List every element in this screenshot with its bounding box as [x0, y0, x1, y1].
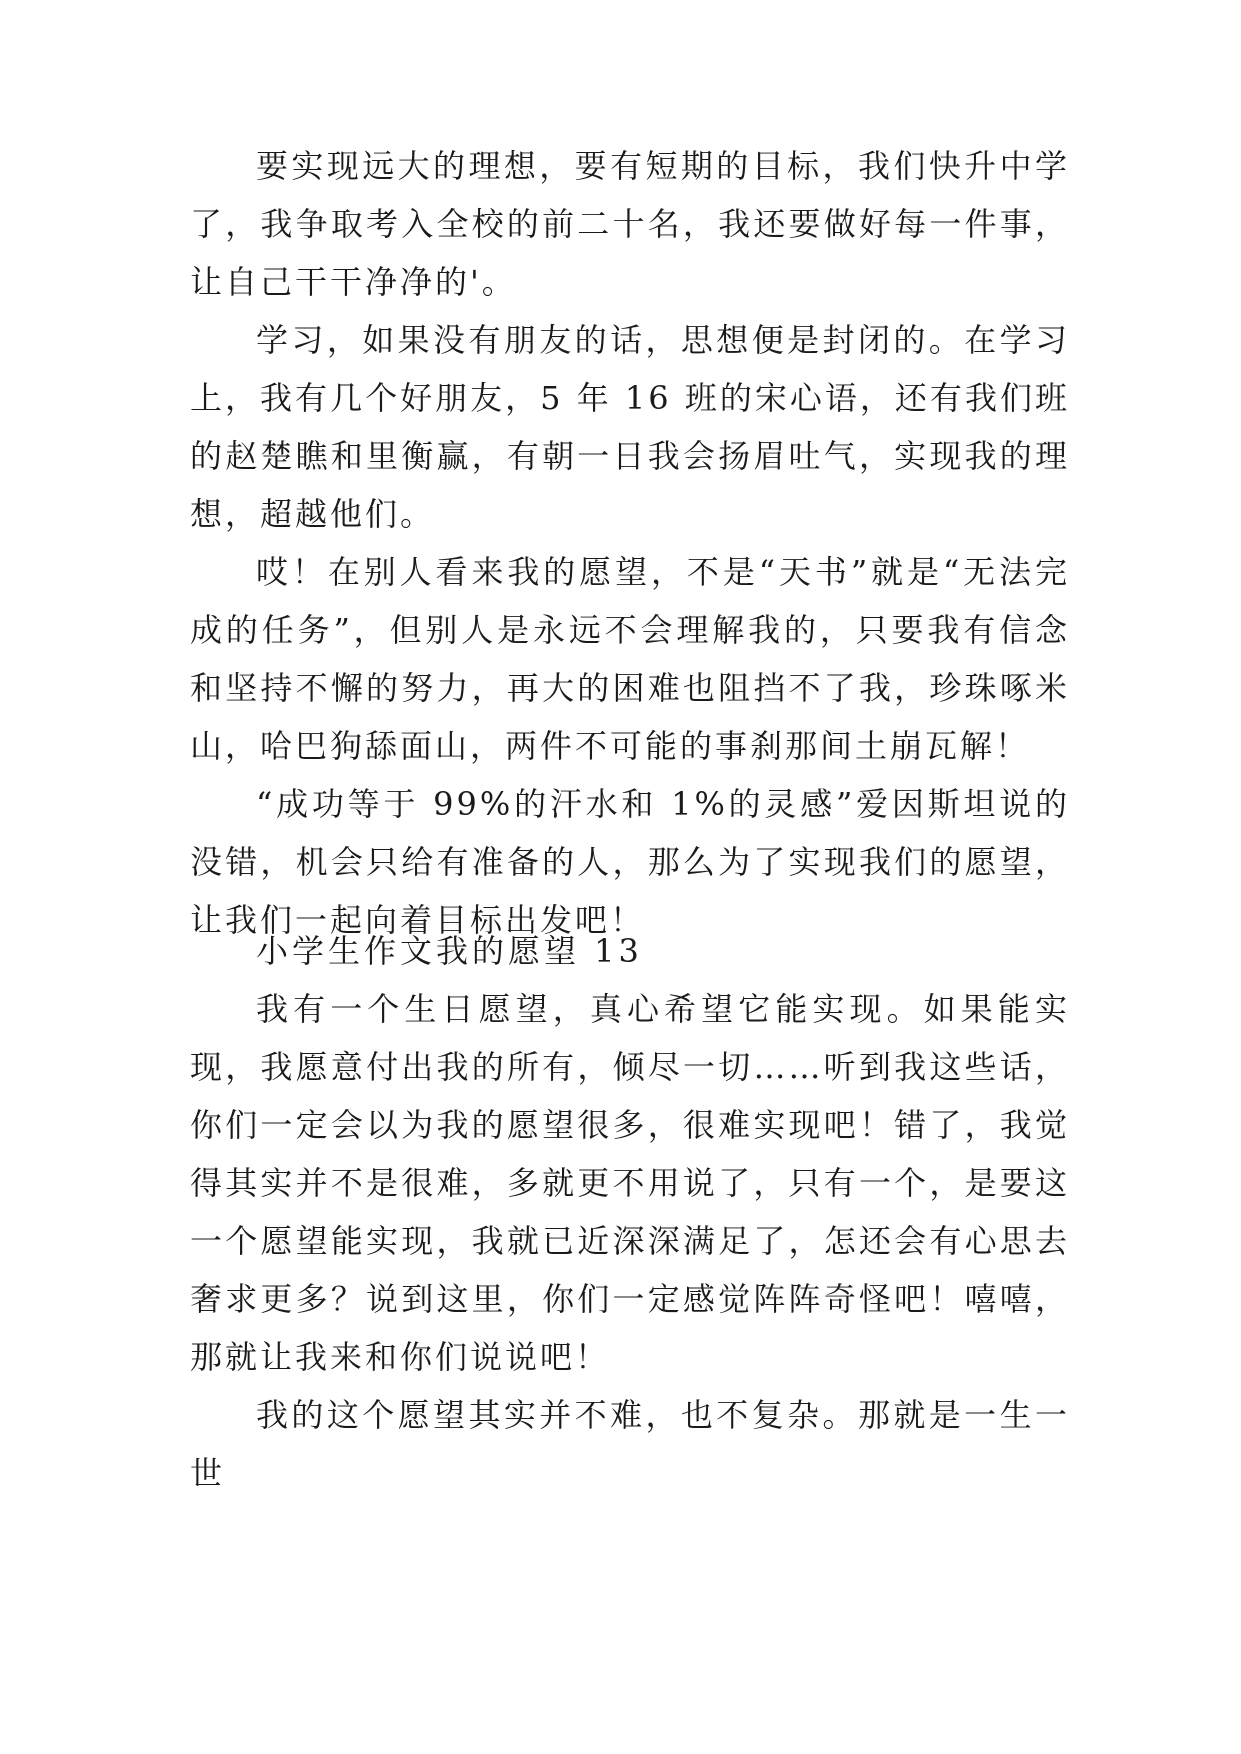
paragraph-birthday-wish: 我有一个生日愿望，真心希望它能实现。如果能实现，我愿意付出我的所有，倾尽一切……听到我这些话，你们一定会以为我的愿望很多，很难实现吧！错了，我觉得其实并不是很难，多就更不用说了，只有一个，是要这一个愿望能实现，我就已近深深满足了，怎还会有心思去奢求更多？说到这里，你们一定感觉阵阵奇怪吧！嘻嘻，那就让我来和你们说说吧！ — [190, 990, 1070, 1376]
paragraph-einstein-quote: “成功等于 99%的汗水和 1%的灵感”爱因斯坦说的没错，机会只给有准备的人，那么为了实现我们的愿望，让我们一起向着目标出发吧！ — [190, 785, 1070, 939]
paragraph-belief: 哎！在别人看来我的愿望，不是“天书”就是“无法完成的任务”，但别人是永远不会理解我的，只要我有信念和坚持不懈的努力，再大的困难也阻挡不了我，珍珠啄米山，哈巴狗舔面山，两件不可能的事刹那间土崩瓦解！ — [190, 553, 1070, 765]
essay-bottom-section — [190, 922, 1070, 1502]
section-title: 小学生作文我的愿望 13 — [256, 932, 643, 970]
essay-top-section — [190, 137, 1070, 949]
paragraph-wish-simple: 我的这个愿望其实并不难，也不复杂。那就是一生一世 — [190, 1396, 1070, 1492]
paragraph-ideal-goal: 要实现远大的理想，要有短期的目标，我们快升中学了，我争取考入全校的前二十名，我还要做好每一件事，让自己干干净净的'。 — [190, 147, 1070, 301]
paragraph-study-friends: 学习，如果没有朋友的话，思想便是封闭的。在学习上，我有几个好朋友，5 年 16 班的宋心语，还有我们班的赵楚瞧和里衡赢，有朝一日我会扬眉吐气，实现我的理想，超越他们。 — [190, 321, 1070, 533]
